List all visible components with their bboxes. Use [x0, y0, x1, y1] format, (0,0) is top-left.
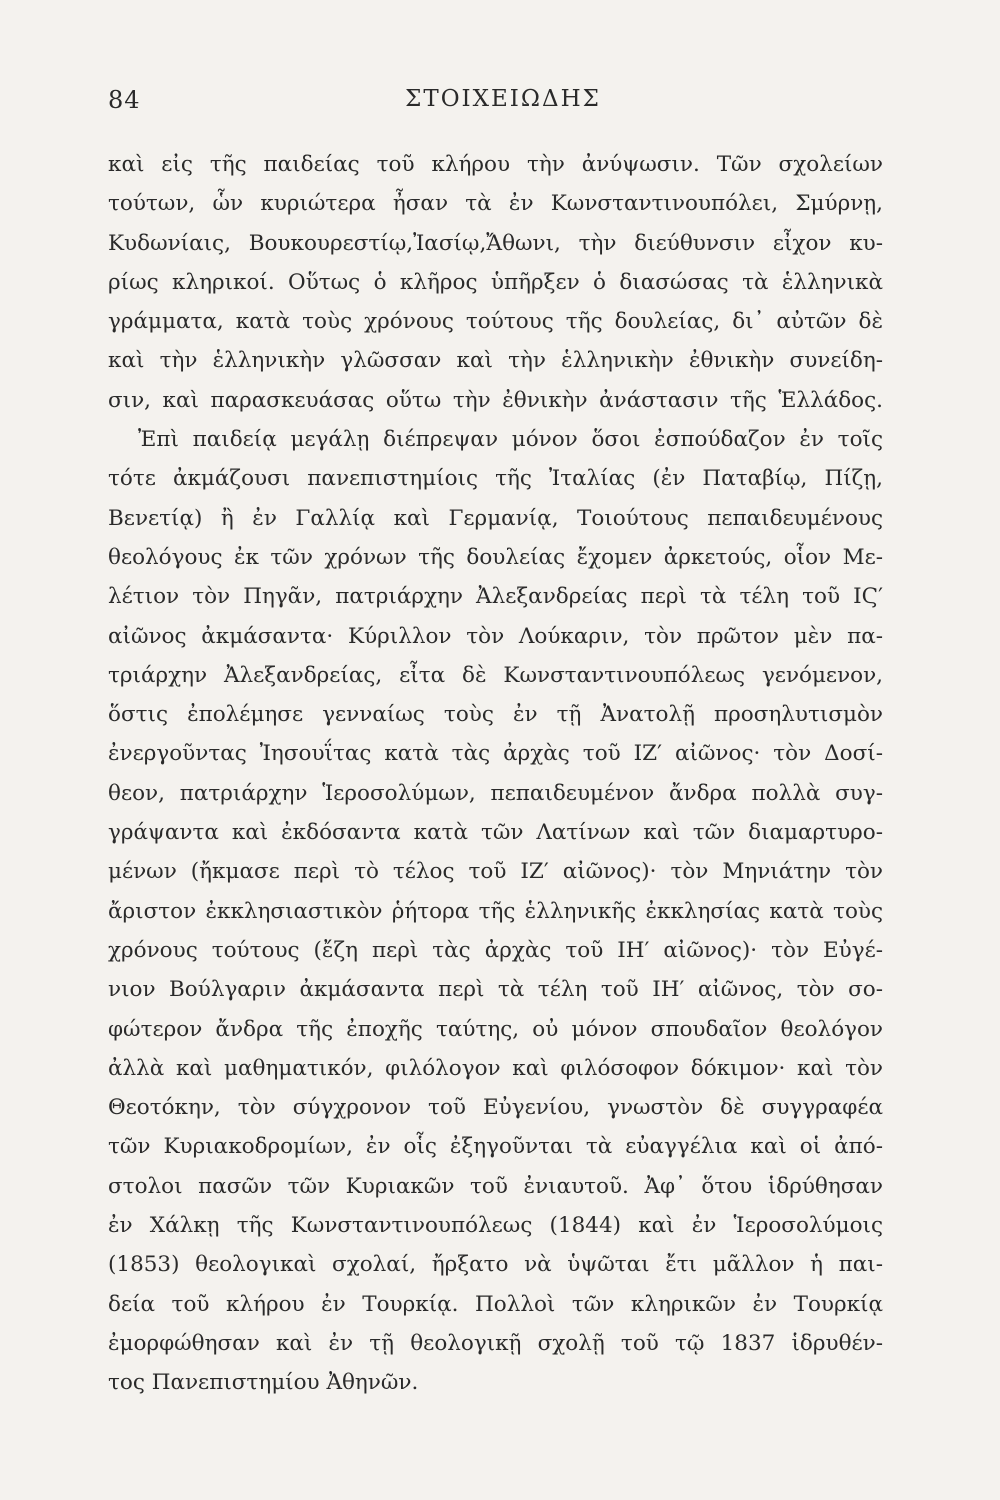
text-line: (1853) θεολογικαὶ σχολαί, ἤρξατο νὰ ὑψῶται ἔτι μᾶλλον ἡ παι-	[108, 1252, 883, 1278]
text-line: ἐμορφώθησαν καὶ ἐν τῇ θεολογικῇ σχολῇ τοῦ τῷ 1837 ἱδρυθέν-	[108, 1330, 883, 1356]
page-number: 84	[108, 86, 141, 114]
text-line: ρίως κληρικοί. Οὕτως ὁ κλῆρος ὑπῆρξεν ὁ διασώσας τὰ ἑλληνικὰ	[108, 269, 883, 295]
text-line: στολοι πασῶν τῶν Κυριακῶν τοῦ ἐνιαυτοῦ. Ἀφ᾿ ὅτου ἱδρύθησαν	[108, 1173, 883, 1199]
text-line: γράμματα, κατὰ τοὺς χρόνους τούτους τῆς δουλείας, δι᾿ αὐτῶν δὲ	[108, 309, 883, 335]
text-line: καὶ τὴν ἑλληνικὴν γλῶσσαν καὶ τὴν ἑλληνικὴν ἐθνικὴν συνείδη-	[108, 348, 883, 374]
text-line: λέτιον τὸν Πηγᾶν, πατριάρχην Ἀλεξανδρείας περὶ τὰ τέλη τοῦ ΙϚ′	[108, 584, 883, 610]
text-line: μένων (ἤκμασε περὶ τὸ τέλος τοῦ ΙΖ′ αἰῶνος)· τὸν Μηνιάτην τὸν	[108, 859, 883, 885]
text-line: θεολόγους ἐκ τῶν χρόνων τῆς δουλείας ἔχομεν ἀρκετούς, οἷον Με-	[108, 544, 883, 570]
text-line: τριάρχην Ἀλεξανδρείας, εἶτα δὲ Κωνσταντινουπόλεως γενόμενον,	[108, 662, 883, 688]
text-line: Κυδωνίαις, Βουκουρεστίῳ,Ἰασίῳ,Ἄθωνι, τὴν διεύθυνσιν εἶχον κυ-	[108, 230, 883, 256]
text-line: ἄριστον ἐκκλησιαστικὸν ῥήτορα τῆς ἑλληνικῆς ἐκκλησίας κατὰ τοὺς	[108, 898, 883, 924]
page-header	[108, 86, 898, 118]
text-line: καὶ εἰς τῆς παιδείας τοῦ κλήρου τὴν ἀνύψωσιν. Τῶν σχολείων	[108, 152, 883, 177]
running-title: ΣΤΟΙΧΕΙΩΔΗΣ	[405, 86, 601, 112]
text-line: τούτων, ὧν κυριώτερα ἦσαν τὰ ἐν Κωνσταντινουπόλει, Σμύρνῃ,	[108, 191, 883, 217]
text-line: Βενετίᾳ) ἢ ἐν Γαλλίᾳ καὶ Γερμανίᾳ, Τοιούτους πεπαιδευμένους	[108, 505, 883, 531]
text-line: χρόνους τούτους (ἔζη περὶ τὰς ἀρχὰς τοῦ ΙΗ′ αἰῶνος)· τὸν Εὐγέ-	[108, 937, 883, 963]
text-line: σιν, καὶ παρασκευάσας οὕτω τὴν ἐθνικὴν ἀνάστασιν τῆς Ἑλλάδος.	[108, 387, 883, 413]
text-line: νιον Βούλγαριν ἀκμάσαντα περὶ τὰ τέλη τοῦ ΙΗ′ αἰῶνος, τὸν σο-	[108, 977, 883, 1003]
text-line: αἰῶνος ἀκμάσαντα· Κύριλλον τὸν Λούκαριν, τὸν πρῶτον μὲν πα-	[108, 623, 883, 649]
text-line: γράψαντα καὶ ἐκδόσαντα κατὰ τῶν Λατίνων καὶ τῶν διαμαρτυρο-	[108, 820, 883, 846]
text-line: ἐν Χάλκῃ τῆς Κωνσταντινουπόλεως (1844) καὶ ἐν Ἱεροσολύμοις	[108, 1213, 883, 1239]
text-line: τῶν Κυριακοδρομίων, ἐν οἷς ἐξηγοῦνται τὰ εὐαγγέλια καὶ οἱ ἀπό-	[108, 1134, 883, 1160]
text-line: τότε ἀκμάζουσι πανεπιστημίοις τῆς Ἰταλίας (ἐν Παταβίῳ, Πίζῃ,	[108, 466, 883, 492]
text-line: δεία τοῦ κλήρου ἐν Τουρκίᾳ. Πολλοὶ τῶν κληρικῶν ἐν Τουρκίᾳ	[108, 1291, 883, 1317]
text-line: Ἐπὶ παιδείᾳ μεγάλῃ διέπρεψαν μόνον ὅσοι ἐσπούδαζον ἐν τοῖς	[138, 427, 883, 453]
text-line: ὅστις ἐπολέμησε γενναίως τοὺς ἐν τῇ Ἀνατολῇ προσηλυτισμὸν	[108, 702, 883, 728]
text-line: Θεοτόκην, τὸν σύγχρονον τοῦ Εὐγενίου, γνωστὸν δὲ συγγραφέα	[108, 1095, 883, 1121]
text-line: ἐνεργοῦντας Ἰησουΐτας κατὰ τὰς ἀρχὰς τοῦ ΙΖ′ αἰῶνος· τὸν Δοσί-	[108, 741, 883, 767]
text-line: ἀλλὰ καὶ μαθηματικόν, φιλόλογον καὶ φιλόσοφον δόκιμον· καὶ τὸν	[108, 1055, 883, 1081]
text-line: τος Πανεπιστημίου Ἀθηνῶν.	[108, 1370, 419, 1396]
body-text	[108, 145, 883, 1403]
text-line: θεον, πατριάρχην Ἱεροσολύμων, πεπαιδευμένον ἄνδρα πολλὰ συγ-	[108, 780, 883, 806]
text-line: φώτερον ἄνδρα τῆς ἐποχῆς ταύτης, οὐ μόνον σπουδαῖον θεολόγον	[108, 1016, 883, 1042]
